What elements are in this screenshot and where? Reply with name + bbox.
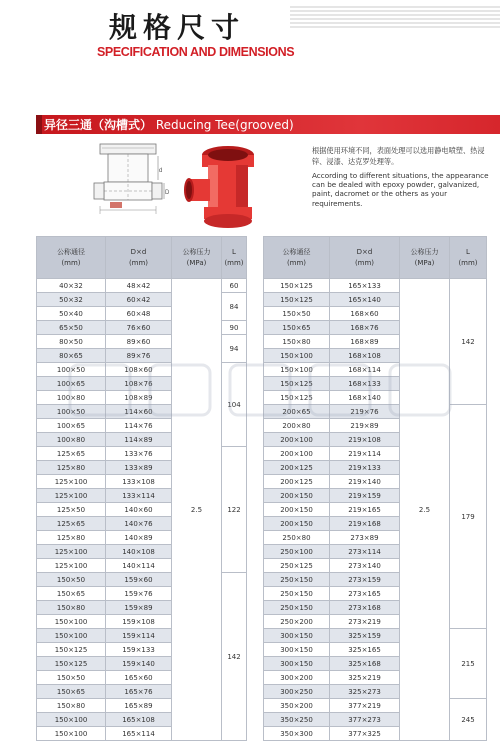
nominal-cell: 125×100 bbox=[37, 489, 106, 503]
nominal-cell: 65×50 bbox=[37, 321, 106, 335]
dxd-cell: 325×168 bbox=[330, 657, 400, 671]
dxd-cell: 273×89 bbox=[330, 531, 400, 545]
dxd-cell: 168×108 bbox=[330, 349, 400, 363]
nominal-cell: 150×50 bbox=[37, 573, 106, 587]
nominal-cell: 200×150 bbox=[264, 517, 330, 531]
nominal-cell: 125×100 bbox=[37, 475, 106, 489]
nominal-cell: 150×80 bbox=[37, 601, 106, 615]
header-nominal: 公称通径 (mm) bbox=[264, 237, 330, 279]
section-title bbox=[44, 116, 294, 133]
nominal-cell: 150×125 bbox=[264, 391, 330, 405]
nominal-cell: 300×200 bbox=[264, 671, 330, 685]
dxd-cell: 140×76 bbox=[106, 517, 172, 531]
header-length: L (mm) bbox=[450, 237, 487, 279]
right-spec-table bbox=[263, 236, 487, 741]
nominal-cell: 80×50 bbox=[37, 335, 106, 349]
dxd-cell: 165×133 bbox=[330, 279, 400, 293]
length-cell: 104 bbox=[222, 363, 247, 447]
nominal-cell: 200×150 bbox=[264, 489, 330, 503]
dxd-cell: 168×140 bbox=[330, 391, 400, 405]
nominal-cell: 100×65 bbox=[37, 419, 106, 433]
nominal-cell: 150×100 bbox=[37, 629, 106, 643]
dxd-cell: 273×165 bbox=[330, 587, 400, 601]
table-header-row bbox=[264, 237, 487, 279]
table-row bbox=[264, 279, 487, 293]
dxd-cell: 140×108 bbox=[106, 545, 172, 559]
nominal-cell: 250×100 bbox=[264, 545, 330, 559]
red-tee-product-photo bbox=[180, 145, 266, 230]
length-cell: 142 bbox=[450, 279, 487, 405]
dxd-cell: 325×159 bbox=[330, 629, 400, 643]
dxd-cell: 168×114 bbox=[330, 363, 400, 377]
length-cell: 122 bbox=[222, 447, 247, 573]
nominal-cell: 250×150 bbox=[264, 573, 330, 587]
nominal-cell: 200×65 bbox=[264, 405, 330, 419]
dxd-cell: 219×108 bbox=[330, 433, 400, 447]
diagram-label-D: D bbox=[165, 190, 170, 196]
dxd-cell: 168×60 bbox=[330, 307, 400, 321]
nominal-cell: 125×65 bbox=[37, 517, 106, 531]
section-title-bar bbox=[36, 115, 500, 134]
nominal-cell: 350×250 bbox=[264, 713, 330, 727]
dxd-cell: 273×140 bbox=[330, 559, 400, 573]
length-cell: 142 bbox=[222, 573, 247, 741]
table-header-row bbox=[37, 237, 247, 279]
nominal-cell: 150×125 bbox=[37, 643, 106, 657]
dxd-cell: 168×76 bbox=[330, 321, 400, 335]
nominal-cell: 100×50 bbox=[37, 363, 106, 377]
dxd-cell: 108×89 bbox=[106, 391, 172, 405]
length-cell: 94 bbox=[222, 335, 247, 363]
dxd-cell: 325×273 bbox=[330, 685, 400, 699]
description-zh: 根据使用环境不同，表面处理可以选用静电喷塑、热浸锌、浸漆、达克罗处理等。 bbox=[312, 146, 485, 166]
nominal-cell: 100×80 bbox=[37, 433, 106, 447]
dxd-cell: 140×60 bbox=[106, 503, 172, 517]
nominal-cell: 50×32 bbox=[37, 293, 106, 307]
nominal-cell: 100×65 bbox=[37, 377, 106, 391]
dxd-cell: 219×89 bbox=[330, 419, 400, 433]
nominal-cell: 125×80 bbox=[37, 461, 106, 475]
dxd-cell: 165×114 bbox=[106, 727, 172, 741]
header-stripes bbox=[290, 6, 500, 30]
dxd-cell: 159×89 bbox=[106, 601, 172, 615]
dxd-cell: 133×108 bbox=[106, 475, 172, 489]
nominal-cell: 200×100 bbox=[264, 447, 330, 461]
nominal-cell: 200×125 bbox=[264, 461, 330, 475]
dxd-cell: 325×165 bbox=[330, 643, 400, 657]
nominal-cell: 150×100 bbox=[37, 713, 106, 727]
nominal-cell: 150×100 bbox=[37, 615, 106, 629]
nominal-cell: 300×150 bbox=[264, 629, 330, 643]
dxd-cell: 108×76 bbox=[106, 377, 172, 391]
table-row bbox=[37, 279, 247, 293]
nominal-cell: 150×80 bbox=[264, 335, 330, 349]
dxd-cell: 219×168 bbox=[330, 517, 400, 531]
length-cell: 84 bbox=[222, 293, 247, 321]
nominal-cell: 100×50 bbox=[37, 405, 106, 419]
table-row bbox=[264, 405, 487, 419]
dxd-cell: 133×89 bbox=[106, 461, 172, 475]
dxd-cell: 60×42 bbox=[106, 293, 172, 307]
dxd-cell: 325×219 bbox=[330, 671, 400, 685]
dxd-cell: 133×76 bbox=[106, 447, 172, 461]
length-cell: 90 bbox=[222, 321, 247, 335]
dxd-cell: 273×159 bbox=[330, 573, 400, 587]
nominal-cell: 250×125 bbox=[264, 559, 330, 573]
nominal-cell: 150×65 bbox=[37, 685, 106, 699]
dxd-cell: 159×114 bbox=[106, 629, 172, 643]
dxd-cell: 165×60 bbox=[106, 671, 172, 685]
dxd-cell: 159×108 bbox=[106, 615, 172, 629]
dxd-cell: 89×60 bbox=[106, 335, 172, 349]
header-dxd: D×d (mm) bbox=[106, 237, 172, 279]
nominal-cell: 150×80 bbox=[37, 699, 106, 713]
nominal-cell: 100×80 bbox=[37, 391, 106, 405]
nominal-cell: 125×65 bbox=[37, 447, 106, 461]
dxd-cell: 273×219 bbox=[330, 615, 400, 629]
section-title-en: Reducing Tee(grooved) bbox=[155, 118, 294, 132]
dxd-cell: 165×108 bbox=[106, 713, 172, 727]
dxd-cell: 76×60 bbox=[106, 321, 172, 335]
nominal-cell: 125×100 bbox=[37, 559, 106, 573]
dxd-cell: 140×114 bbox=[106, 559, 172, 573]
nominal-cell: 200×125 bbox=[264, 475, 330, 489]
dxd-cell: 60×48 bbox=[106, 307, 172, 321]
dxd-cell: 219×165 bbox=[330, 503, 400, 517]
nominal-cell: 125×50 bbox=[37, 503, 106, 517]
header-pressure: 公称压力 (MPa) bbox=[400, 237, 450, 279]
nominal-cell: 150×100 bbox=[264, 363, 330, 377]
dxd-cell: 219×159 bbox=[330, 489, 400, 503]
nominal-cell: 150×125 bbox=[264, 377, 330, 391]
dxd-cell: 159×60 bbox=[106, 573, 172, 587]
nominal-cell: 125×100 bbox=[37, 545, 106, 559]
nominal-cell: 300×150 bbox=[264, 657, 330, 671]
nominal-cell: 80×65 bbox=[37, 349, 106, 363]
nominal-cell: 250×200 bbox=[264, 615, 330, 629]
dxd-cell: 165×89 bbox=[106, 699, 172, 713]
dxd-cell: 140×89 bbox=[106, 531, 172, 545]
tee-technical-drawing bbox=[88, 142, 170, 227]
nominal-cell: 200×100 bbox=[264, 433, 330, 447]
dxd-cell: 168×133 bbox=[330, 377, 400, 391]
nominal-cell: 150×100 bbox=[264, 349, 330, 363]
dxd-cell: 273×114 bbox=[330, 545, 400, 559]
dxd-cell: 165×76 bbox=[106, 685, 172, 699]
section-title-zh: 异径三通（沟槽式） bbox=[44, 118, 153, 132]
nominal-cell: 150×100 bbox=[37, 727, 106, 741]
dxd-cell: 89×76 bbox=[106, 349, 172, 363]
dxd-cell: 48×42 bbox=[106, 279, 172, 293]
header-pressure: 公称压力 (MPa) bbox=[172, 237, 222, 279]
section-bar-marker bbox=[36, 115, 42, 134]
nominal-cell: 250×80 bbox=[264, 531, 330, 545]
diagram-label-d: d bbox=[159, 168, 163, 174]
length-cell: 215 bbox=[450, 629, 487, 699]
dxd-cell: 377×219 bbox=[330, 699, 400, 713]
table-row bbox=[264, 699, 487, 713]
dxd-cell: 133×114 bbox=[106, 489, 172, 503]
nominal-cell: 150×125 bbox=[264, 293, 330, 307]
description-en: According to different situations, the appearance can be dealed with epoxy powder, galvanized, paint, dacromet or the others as your requirements. bbox=[312, 171, 489, 208]
dxd-cell: 219×114 bbox=[330, 447, 400, 461]
dxd-cell: 159×133 bbox=[106, 643, 172, 657]
dxd-cell: 159×76 bbox=[106, 587, 172, 601]
length-cell: 179 bbox=[450, 405, 487, 629]
page-title-zh: 规格尺寸 bbox=[109, 11, 246, 44]
dxd-cell: 377×273 bbox=[330, 713, 400, 727]
nominal-cell: 150×50 bbox=[264, 307, 330, 321]
dxd-cell: 114×89 bbox=[106, 433, 172, 447]
dxd-cell: 168×89 bbox=[330, 335, 400, 349]
nominal-cell: 350×300 bbox=[264, 727, 330, 741]
nominal-cell: 125×80 bbox=[37, 531, 106, 545]
left-spec-table bbox=[36, 236, 247, 741]
nominal-cell: 350×200 bbox=[264, 699, 330, 713]
dxd-cell: 377×325 bbox=[330, 727, 400, 741]
dxd-cell: 108×60 bbox=[106, 363, 172, 377]
table-row bbox=[264, 629, 487, 643]
length-cell: 60 bbox=[222, 279, 247, 293]
nominal-cell: 150×125 bbox=[264, 279, 330, 293]
pressure-cell: 2.5 bbox=[172, 279, 222, 741]
nominal-cell: 50×40 bbox=[37, 307, 106, 321]
dxd-cell: 114×76 bbox=[106, 419, 172, 433]
nominal-cell: 150×65 bbox=[264, 321, 330, 335]
nominal-cell: 150×125 bbox=[37, 657, 106, 671]
pressure-cell: 2.5 bbox=[400, 279, 450, 741]
dxd-cell: 165×140 bbox=[330, 293, 400, 307]
nominal-cell: 150×50 bbox=[37, 671, 106, 685]
nominal-cell: 40×32 bbox=[37, 279, 106, 293]
dxd-cell: 219×133 bbox=[330, 461, 400, 475]
nominal-cell: 250×150 bbox=[264, 601, 330, 615]
dxd-cell: 219×140 bbox=[330, 475, 400, 489]
dxd-cell: 114×60 bbox=[106, 405, 172, 419]
nominal-cell: 150×65 bbox=[37, 587, 106, 601]
nominal-cell: 250×150 bbox=[264, 587, 330, 601]
nominal-cell: 200×150 bbox=[264, 503, 330, 517]
page-header bbox=[0, 0, 500, 64]
header-nominal: 公称通径 (mm) bbox=[37, 237, 106, 279]
dxd-cell: 273×168 bbox=[330, 601, 400, 615]
dxd-cell: 219×76 bbox=[330, 405, 400, 419]
header-length: L (mm) bbox=[222, 237, 247, 279]
header-dxd: D×d (mm) bbox=[330, 237, 400, 279]
length-cell: 245 bbox=[450, 699, 487, 741]
nominal-cell: 200×80 bbox=[264, 419, 330, 433]
nominal-cell: 300×150 bbox=[264, 643, 330, 657]
page-title-en: SPECIFICATION AND DIMENSIONS bbox=[97, 45, 295, 59]
dxd-cell: 159×140 bbox=[106, 657, 172, 671]
nominal-cell: 300×250 bbox=[264, 685, 330, 699]
